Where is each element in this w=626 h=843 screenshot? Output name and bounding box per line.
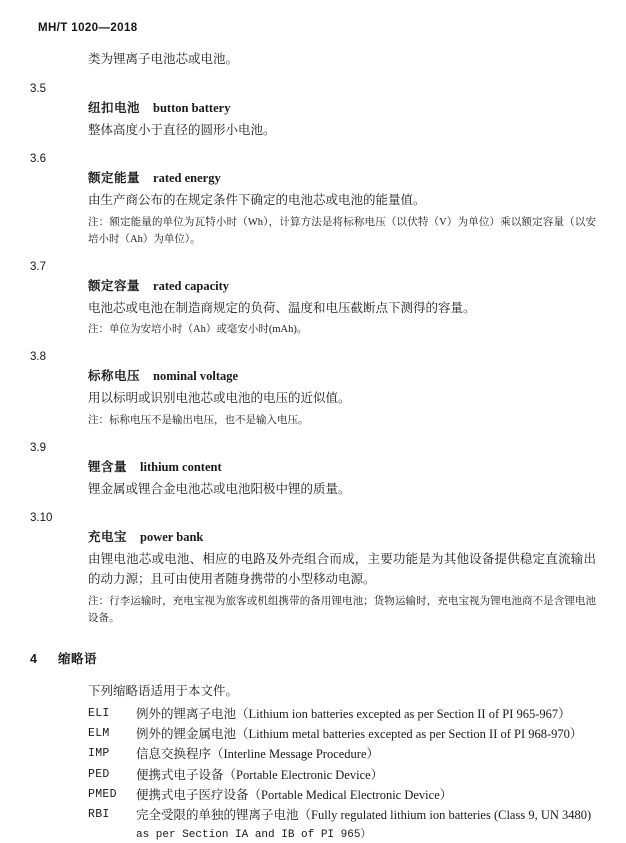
term-en-3-8: nominal voltage [153,369,238,383]
abbreviation-key: ELM [88,725,136,743]
abbreviation-value: 信息交换程序（Interline Message Procedure） [136,745,596,764]
term-cn-3-7: 额定容量 [88,279,140,293]
term-line-3-8 [88,367,596,386]
term-en-3-7: rated capacity [153,279,229,293]
abbreviation-key: IMP [88,745,136,763]
clause-body-3-8 [88,367,596,429]
abbreviation-key: RBI [88,806,136,824]
term-line-3-6 [88,169,596,188]
abbreviation-key: PED [88,766,136,784]
abbreviation-value: 例外的锂金属电池（Lithium metal batteries excepted as per Section II of PI 968-970） [136,725,596,744]
term-cn-3-5: 纽扣电池 [88,101,140,115]
list-item [88,806,596,825]
continued-paragraph: 类为锂离子电池芯或电池。 [88,50,596,70]
abbreviation-value-continued: as per Section IA and IB of PI 965） [136,827,596,843]
clause-number-3-5: 3.5 [30,83,596,95]
clause-body-3-6 [88,169,596,248]
clause-body-3-9 [88,458,596,500]
section-heading-4 [30,649,596,667]
term-cn-3-6: 额定能量 [88,171,140,185]
abbreviation-list [88,705,596,843]
clause-number-3-9: 3.9 [30,442,596,454]
definition-3-6: 由生产商公布的在规定条件下确定的电池芯或电池的能量值。 [88,191,596,211]
section-title-4: 缩略语 [58,652,97,666]
list-item [88,745,596,764]
definition-3-7: 电池芯或电池在制造商规定的负荷、温度和电压截断点下测得的容量。 [88,299,596,319]
section-number-4: 4 [30,652,58,666]
clause-body-3-10 [88,528,596,626]
section-4-body [88,681,596,843]
term-line-3-7 [88,277,596,296]
note-3-7: 注：单位为安培小时（Ah）或毫安小时(mAh)。 [88,321,596,338]
clause-number-3-6: 3.6 [30,153,596,165]
abbreviation-value: 便携式电子医疗设备（Portable Medical Electronic Device） [136,786,596,805]
abbreviation-intro: 下列缩略语适用于本文件。 [88,681,596,699]
clause-body-3-7 [88,277,596,339]
clause-body-3-5 [88,99,596,141]
definition-3-8: 用以标明或识别电池芯或电池的电压的近似值。 [88,389,596,409]
page-header: MH/T 1020—2018 [38,22,596,34]
note-3-8: 注：标称电压不是输出电压，也不是输入电压。 [88,412,596,429]
term-en-3-10: power bank [140,530,203,544]
note-3-6: 注：额定能量的单位为瓦特小时（Wh），计算方法是将标称电压（以伏特（V）为单位）乘以额定容量（以安培小时（Ah）为单位）。 [88,214,596,248]
definition-3-10: 由锂电池芯或电池、相应的电路及外壳组合而成，主要功能是为其他设备提供稳定直流输出的动力源；且可由使用者随身携带的小型移动电源。 [88,550,596,590]
list-item [88,725,596,744]
term-en-3-5: button battery [153,101,230,115]
note-3-10: 注：行李运输时，充电宝视为旅客或机组携带的备用锂电池；货物运输时，充电宝视为锂电池商不是含锂电池设备。 [88,593,596,627]
term-line-3-10 [88,528,596,547]
term-cn-3-10: 充电宝 [88,530,127,544]
term-cn-3-8: 标称电压 [88,369,140,383]
term-line-3-5 [88,99,596,118]
list-item [88,786,596,805]
abbreviation-key: PMED [88,786,136,804]
term-cn-3-9: 锂含量 [88,460,127,474]
abbreviation-value: 例外的锂离子电池（Lithium ion batteries excepted as per Section II of PI 965-967） [136,705,596,724]
list-item [88,705,596,724]
clause-number-3-10: 3.10 [30,512,596,524]
definition-3-9: 锂金属或锂合金电池芯或电池阳极中锂的质量。 [88,480,596,500]
term-en-3-6: rated energy [153,171,221,185]
abbreviation-value: 便携式电子设备（Portable Electronic Device） [136,766,596,785]
list-item [88,766,596,785]
continued-paragraph-block [88,50,596,70]
term-line-3-9 [88,458,596,477]
term-en-3-9: lithium content [140,460,222,474]
definition-3-5: 整体高度小于直径的圆形小电池。 [88,121,596,141]
clause-number-3-7: 3.7 [30,261,596,273]
clause-number-3-8: 3.8 [30,351,596,363]
abbreviation-value: 完全受限的单独的锂离子电池（Fully regulated lithium ion batteries (Class 9, UN 3480) [136,806,596,825]
abbreviation-key: ELI [88,705,136,723]
